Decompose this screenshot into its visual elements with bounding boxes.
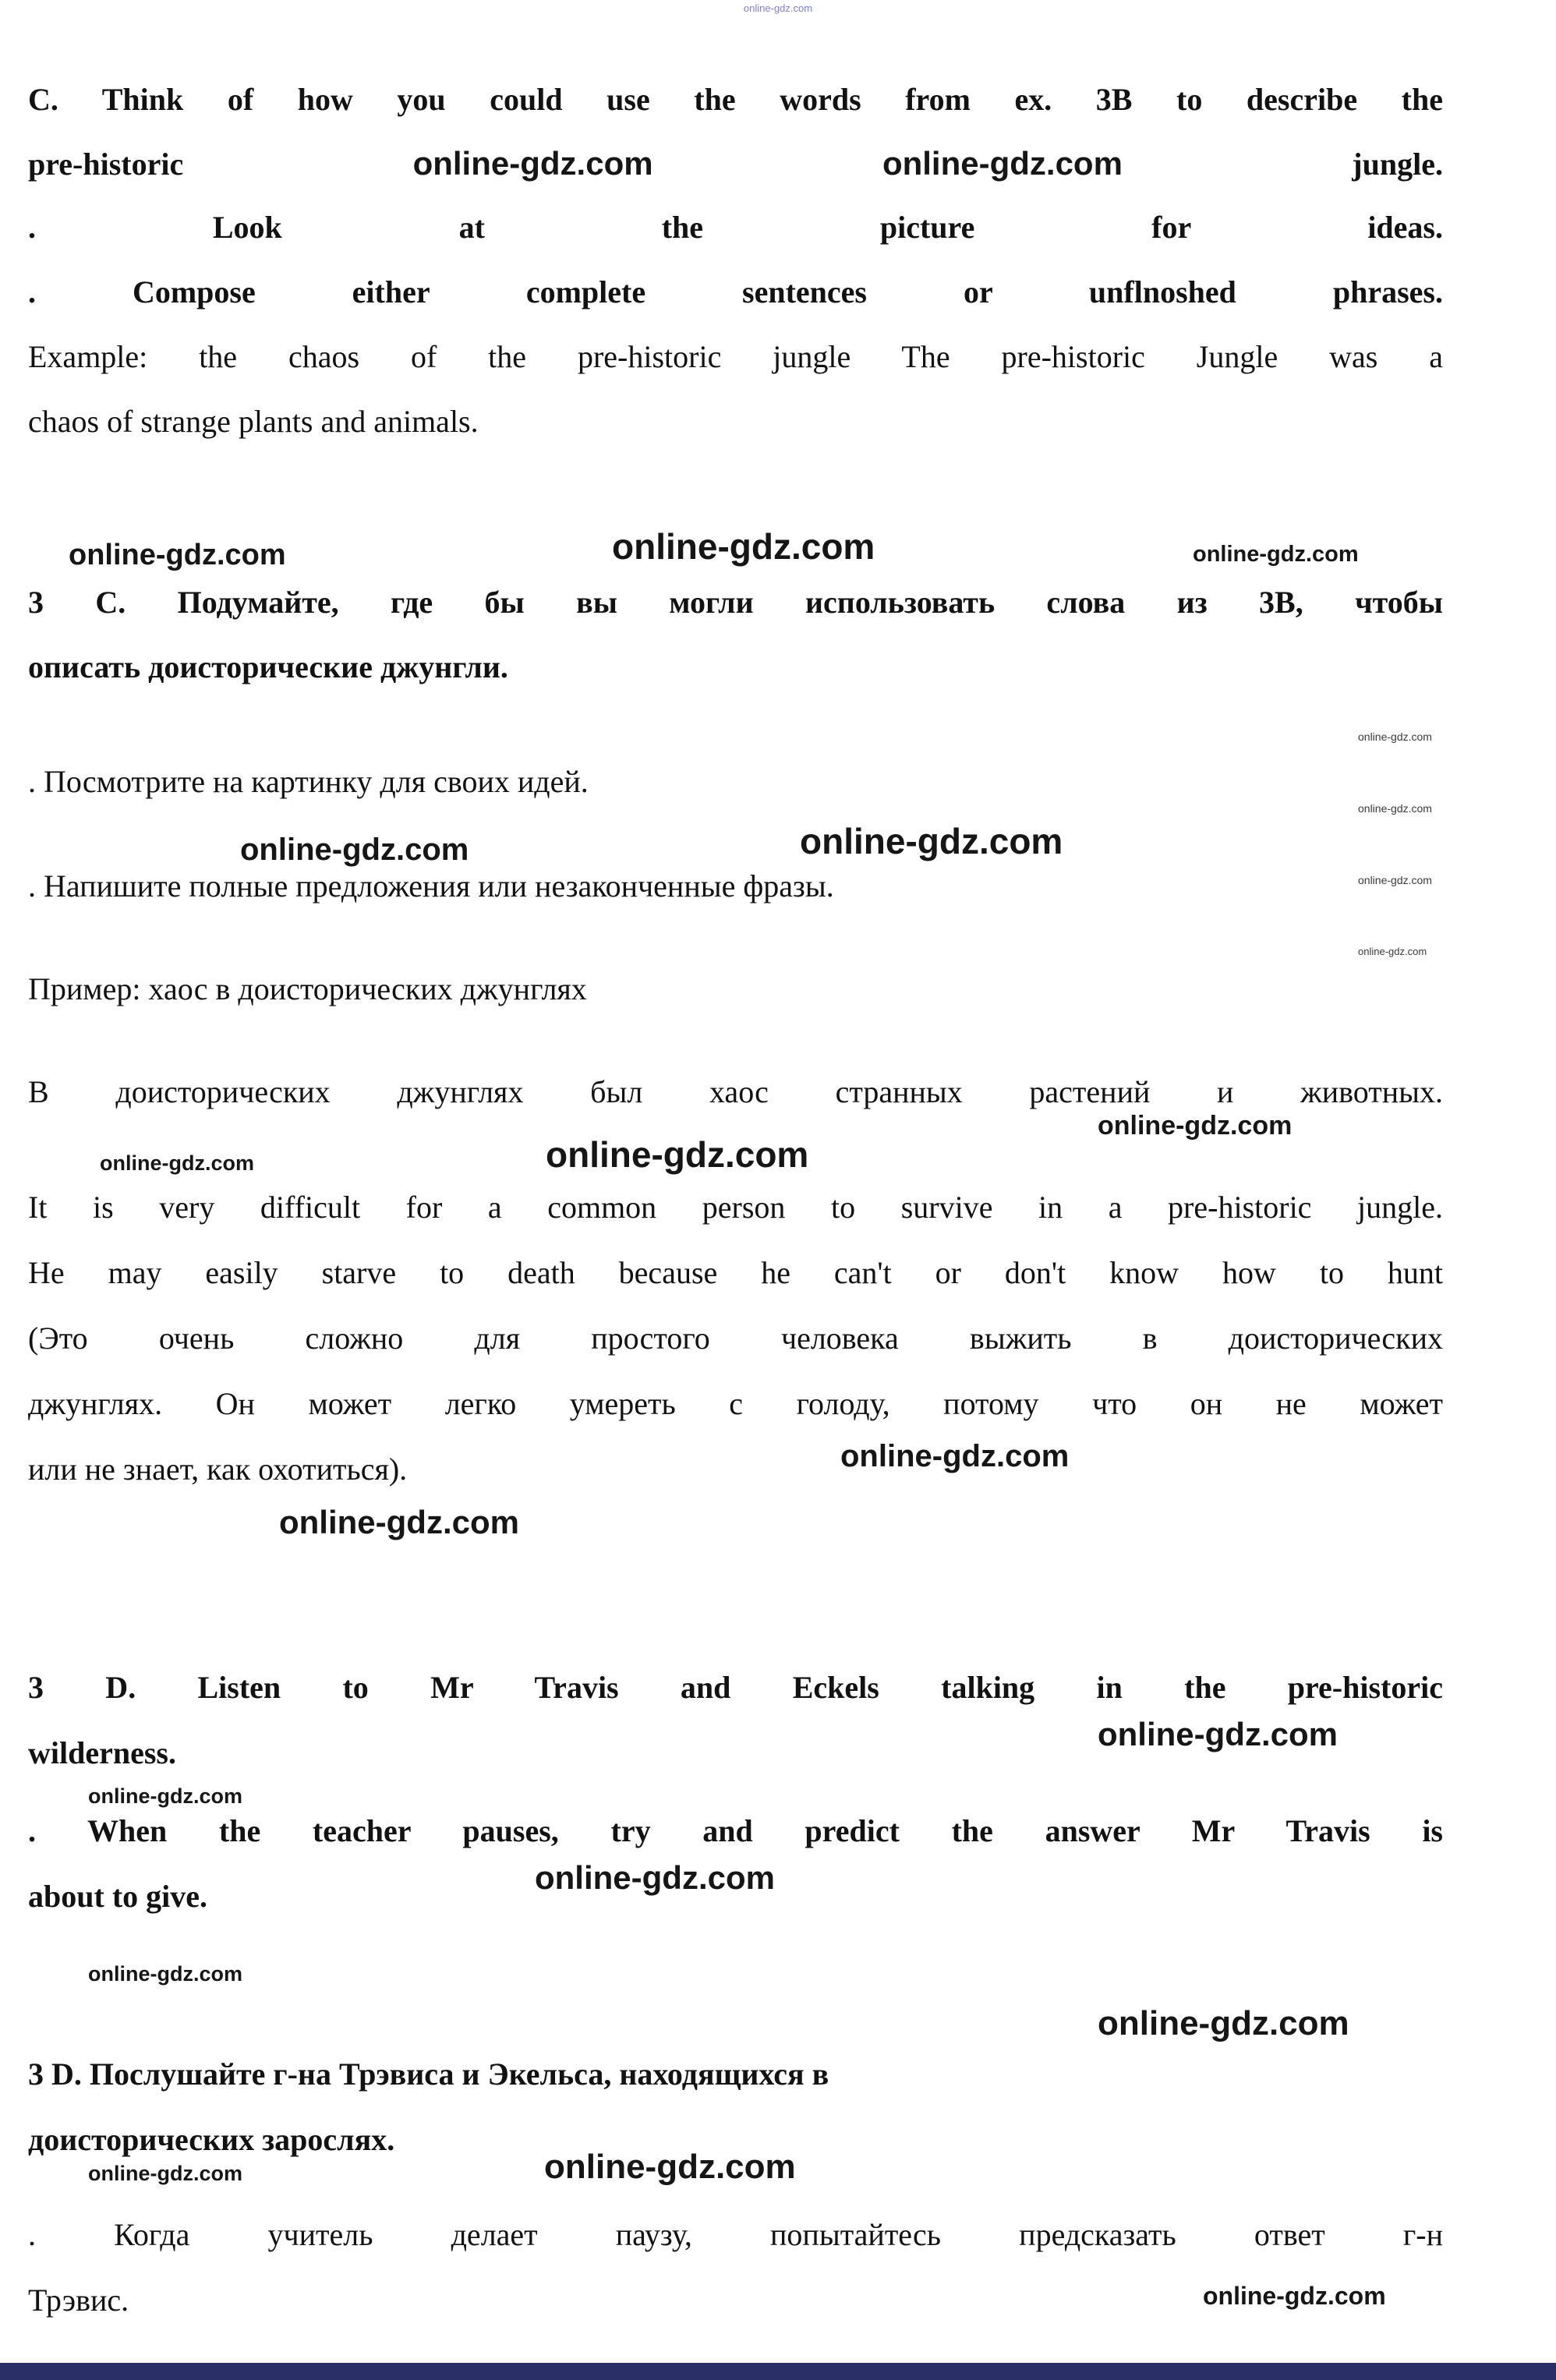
watermark: online-gdz.com [535, 1859, 775, 1896]
ex3d-ru-bullet-line1: . Когда учитель делает паузу, попытайтесь предсказать ответ г-н [28, 2217, 1443, 2252]
ex3c-ru-bullet1: . Посмотрите на картинку для своих идей. [28, 764, 589, 799]
ex3c-ru-example-line1: Пример: хаос в доисторических джунглях [28, 971, 587, 1006]
watermark: online-gdz.com [412, 145, 653, 182]
watermark: online-gdz.com [69, 539, 286, 571]
watermark: online-gdz.com [1203, 2282, 1386, 2310]
answer-line2: He may easily starve to death because he can't or don't know how to hunt [28, 1255, 1443, 1290]
watermark: online-gdz.com [88, 1962, 242, 1986]
ex3d-ru-heading-line1: 3 D. Послушайте г-на Трэвиса и Экельса, находящихся в [28, 2056, 829, 2092]
ex3c-ru-example-line2: В доисторических джунглях был хаос странных растений и животных. [28, 1074, 1443, 1109]
ex3c-ru-heading-line2: описать доисторические джунгли. [28, 649, 508, 684]
answer-line5: или не знает, как охотиться). [28, 1452, 408, 1487]
watermark: online-gdz.com [882, 145, 1123, 182]
watermark: online-gdz.com [1358, 802, 1432, 815]
answer-line4: джунглях. Он может легко умереть с голоду, потому что он не может [28, 1386, 1443, 1421]
watermark: online-gdz.com [1098, 1111, 1293, 1140]
ex3c-ru-bullet2: . Напишите полные предложения или незаконченные фразы. [28, 868, 834, 904]
ex3c-en-example-line1: Example: the chaos of the pre-historic jungle The pre-historic Jungle was a [28, 339, 1443, 374]
watermark: online-gdz.com [1358, 730, 1432, 743]
ex3d-en-bullet-line1: . When the teacher pauses, try and predict the answer Mr Travis is [28, 1813, 1443, 1848]
watermark: online-gdz.com [88, 2162, 242, 2185]
watermark: online-gdz.com [88, 1784, 242, 1808]
ex3c-en-line2-right: jungle. [1352, 147, 1443, 182]
watermark: online-gdz.com [1358, 946, 1427, 957]
watermark: online-gdz.com [840, 1439, 1070, 1473]
watermark: online-gdz.com [743, 2, 813, 14]
watermark: online-gdz.com [546, 1134, 809, 1175]
ex3c-en-bullet1: . Look at the picture for ideas. [28, 210, 1443, 245]
ex3c-ru-heading-line1: 3 С. Подумайте, где бы вы могли использовать слова из 3В, чтобы [28, 585, 1443, 620]
answer-line1: It is very difficult for a common person to survive in a pre-historic jungle. [28, 1190, 1443, 1225]
ex3d-en-bullet-line2: about to give. [28, 1879, 207, 1914]
watermark: online-gdz.com [1358, 874, 1432, 886]
ex3c-en-example-line2: chaos of strange plants and animals. [28, 404, 479, 439]
ex3d-en-heading-line2: wilderness. [28, 1735, 176, 1770]
footer-bar [0, 2363, 1556, 2380]
watermark: online-gdz.com [544, 2148, 796, 2186]
watermark: online-gdz.com [1098, 1716, 1338, 1752]
watermark: online-gdz.com [612, 526, 875, 567]
ex3d-ru-bullet-line2: Трэвис. [28, 2283, 129, 2318]
ex3d-en-heading-line1: 3 D. Listen to Mr Travis and Eckels talking in the pre-historic [28, 1670, 1443, 1705]
watermark: online-gdz.com [240, 833, 469, 867]
ex3d-ru-heading-line2: доисторических зарослях. [28, 2122, 395, 2157]
watermark: online-gdz.com [800, 821, 1063, 861]
ex3c-en-heading-line2 [28, 145, 1443, 183]
answer-line3: (Это очень сложно для простого человека выжить в доисторических [28, 1321, 1443, 1356]
ex3c-en-line2-left: pre-historic [28, 147, 184, 182]
watermark: online-gdz.com [1098, 2004, 1349, 2042]
ex3c-en-bullet2: . Compose either complete sentences or unflnoshed phrases. [28, 274, 1443, 309]
ex3c-en-heading-line1: C. Think of how you could use the words from ex. 3B to describe the [28, 82, 1443, 117]
watermark: online-gdz.com [279, 1504, 519, 1540]
watermark: online-gdz.com [100, 1151, 254, 1175]
watermark: online-gdz.com [1193, 542, 1359, 567]
